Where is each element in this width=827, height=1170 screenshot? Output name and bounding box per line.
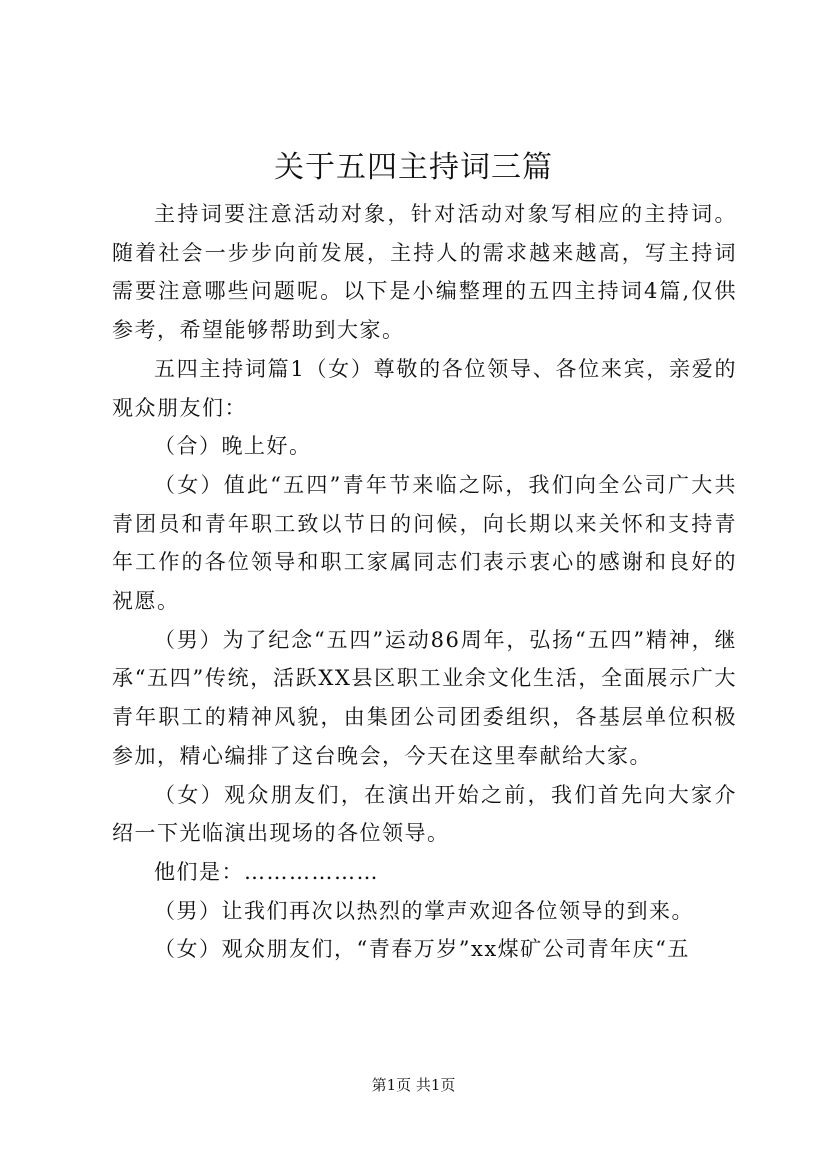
paragraph-good-evening: （合）晚上好。 xyxy=(154,434,312,459)
document-body xyxy=(112,195,737,969)
paragraph-introduce-leaders: （女）观众朋友们，在演出开始之前，我们首先向大家介绍一下光临演出现场的各位领导。 xyxy=(112,782,737,846)
paragraph-holiday-greeting: （女）值此“五四”青年节来临之际，我们向全公司广大共青团员和青年职工致以节日的问候，向长期以来关怀和支持青年工作的各位领导和职工家属同志们表示衷心的感谢和良好的祝愿。 xyxy=(112,472,737,614)
paragraph-commemoration: （男）为了纪念“五四”运动86周年，弘扬“五四”精神，继承“五四”传统，活跃XX县区职工业余文化生活，全面展示广大青年职工的精神风貌，由集团公司团委组织，各基层单位积极参加，精心编排了这台晚会，今天在这里奉献给大家。 xyxy=(112,627,737,768)
document-title: 关于五四主持词三篇 xyxy=(274,150,553,185)
paragraph-intro: 主持词要注意活动对象，针对活动对象写相应的主持词。随着社会一步步向前发展，主持人的需求越来越高，写主持词需要注意哪些问题呢。以下是小编整理的五四主持词4篇,仅供参考，希望能够帮助到大家。 xyxy=(112,202,737,343)
paragraph-welcome-applause: （男）让我们再次以热烈的掌声欢迎各位领导的到来。 xyxy=(154,898,694,923)
paragraph-greeting: 五四主持词篇1（女）尊敬的各位领导、各位来宾，亲爱的观众朋友们： xyxy=(112,356,737,420)
paragraph-youth-celebration: （女）观众朋友们，“青春万岁”xx煤矿公司青年庆“五 xyxy=(154,937,690,962)
page-footer: 第1页 共1页 xyxy=(371,1076,456,1094)
paragraph-leaders-list: 他们是：……………… xyxy=(154,859,379,884)
